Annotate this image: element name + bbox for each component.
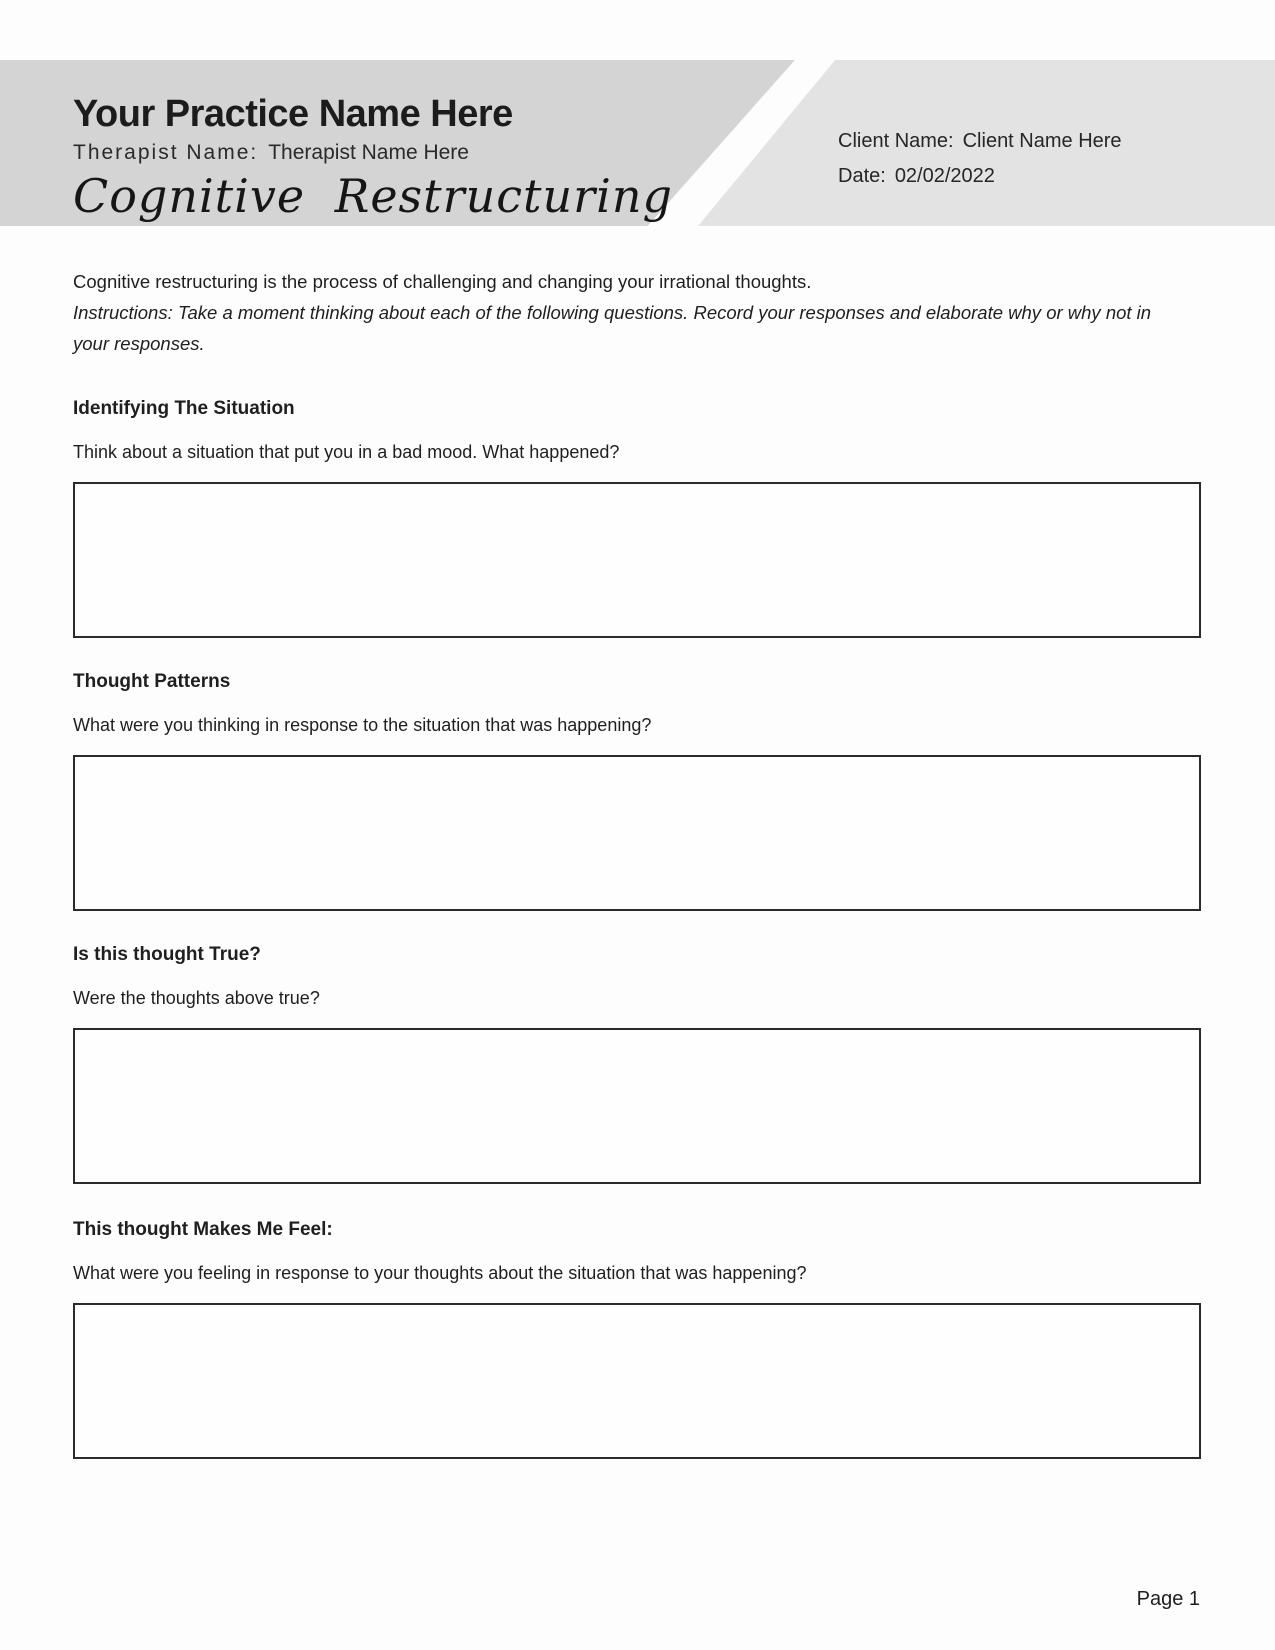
- answer-box-thought-true[interactable]: [73, 1028, 1201, 1184]
- section-question-thought-true: Were the thoughts above true?: [73, 988, 320, 1008]
- section-question-identifying-situation: Think about a situation that put you in a bad mood. What happened?: [73, 442, 620, 462]
- section-heading-thought-makes-me-feel: This thought Makes Me Feel:: [73, 1219, 333, 1240]
- therapist-name-value: Therapist Name Here: [268, 141, 469, 164]
- worksheet-content: [73, 266, 1201, 1459]
- answer-box-thought-makes-me-feel[interactable]: [73, 1303, 1201, 1459]
- header-band: [0, 60, 1275, 226]
- answer-box-thought-patterns[interactable]: [73, 755, 1201, 911]
- section-heading-thought-patterns: Thought Patterns: [73, 671, 231, 692]
- header-left-content: [73, 60, 693, 222]
- page-number: Page 1: [1136, 1588, 1200, 1610]
- date-label: Date:: [838, 165, 886, 187]
- header-right-content: [838, 124, 1122, 194]
- section-heading-identifying-situation: Identifying The Situation: [73, 398, 295, 419]
- client-name-value: Client Name Here: [962, 130, 1122, 152]
- therapist-name-line: [73, 140, 693, 166]
- intro-description: Cognitive restructuring is the process of challenging and changing your irrational thoughts.: [73, 271, 812, 292]
- intro-instructions: Instructions: Take a moment thinking about each of the following questions. Record your responses and elaborate why or why not in your responses.: [73, 302, 1152, 354]
- answer-box-identifying-situation[interactable]: [73, 482, 1201, 638]
- therapist-name-label: Therapist Name:: [73, 141, 259, 164]
- section-question-thought-makes-me-feel: What were you feeling in response to your thoughts about the situation that was happening?: [73, 1263, 807, 1283]
- section-heading-thought-true: Is this thought True?: [73, 944, 261, 965]
- worksheet-title: Cognitive Restructuring: [73, 169, 673, 223]
- date-line: [838, 159, 1122, 194]
- client-name-line: [838, 124, 1122, 159]
- practice-name: Your Practice Name Here: [73, 93, 513, 135]
- client-name-label: Client Name:: [838, 130, 954, 152]
- date-value: 02/02/2022: [894, 165, 995, 187]
- section-question-thought-patterns: What were you thinking in response to the situation that was happening?: [73, 715, 652, 735]
